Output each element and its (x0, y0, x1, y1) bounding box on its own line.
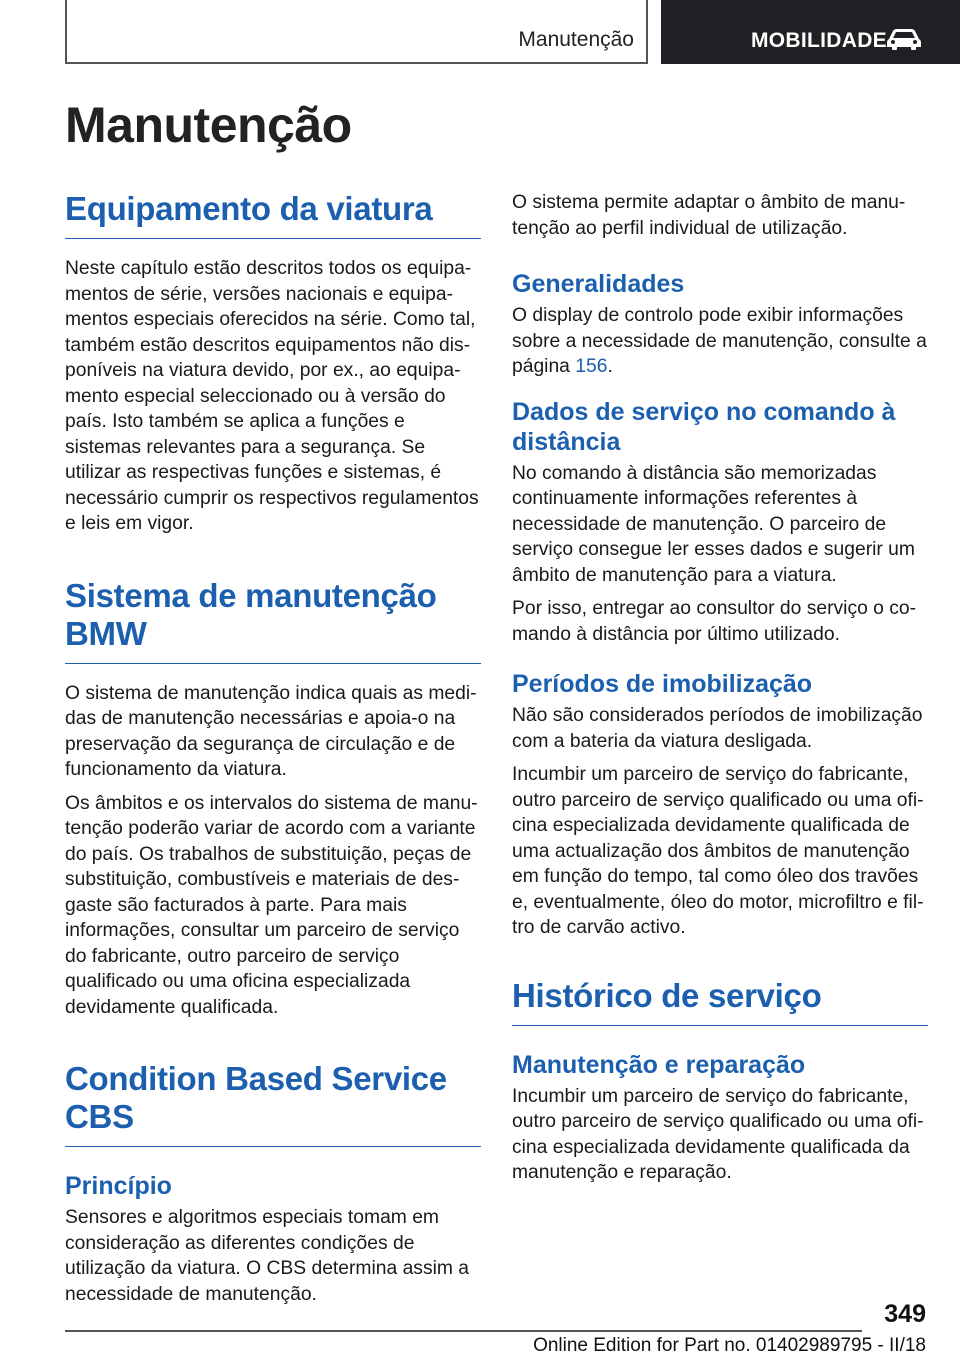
paragraph-remote-1: No comando à distância são memorizadas continuamente informações referentes à necessidade de manutenção. O parceiro de serviço consegue ler esses dados e sugerir um âmbito de manutenção para a viatura. (512, 462, 915, 586)
paragraph-idle-2: Incumbir um parceiro de serviço do fabricante, outro parceiro de serviço qualificado ou uma oficina especializada devidamente qualificada de uma actualização dos âmbitos de manutenção em função do tempo, tal como óleo dos travões e, eventualmente, óleo do motor, microfiltro e filtro de carvão activo. (512, 764, 924, 938)
paragraph-general-text: O display de controlo pode exibir informações sobre a necessidade de manutenção, consulte a página (512, 305, 927, 377)
subheading-idle-periods: Períodos de imobilização (512, 670, 813, 698)
subheading-principle: Princípio (65, 1172, 172, 1200)
page-number: 349 (884, 1300, 926, 1328)
subheading-maintenance-repair: Manutenção e reparação (512, 1050, 806, 1079)
paragraph-maintenance-2: Os âmbitos e os intervalos do sistema de manutenção poderão variar de acordo com a variante do país. Os trabalhos de substituição, peças de substituição, combustíveis e materiais de desgaste são facturados à parte. Para mais informações, consultar um parceiro de serviço do fabricante, outro parceiro de serviço qualificado ou uma oficina especializada devidamente qualificada. (65, 792, 478, 1018)
section-heading-equipment: Equipamento da viatura (65, 190, 481, 239)
paragraph-repair: Incumbir um parceiro de serviço do fabricante, outro parceiro de serviço qualificado ou uma oficina especializada devidamente qualificada da manutenção e reparação. (512, 1085, 924, 1183)
subheading-remote-data: Dados de serviço no comando à distância (512, 397, 896, 456)
footer-edition: Online Edition for Part no. 01402989795 - II/18 (533, 1335, 926, 1356)
paragraph-idle-1: Não são considerados períodos de imobilização com a bateria da viatura desligada. (512, 705, 923, 752)
subheading-general: Generalidades (512, 270, 685, 298)
paragraph-maintenance-1: O sistema de manutenção indica quais as medidas de manutenção necessárias e apoia-o na preservação da segurança de circulação e de funcionamento da viatura. (65, 682, 477, 780)
header-section-title: Manutenção (518, 28, 634, 51)
paragraph-general (512, 303, 928, 380)
paragraph-principle: Sensores e algoritmos especiais tomam em consideração as diferentes condições de utilização da viatura. O CBS determina assim a necessidade de manutenção. (65, 1207, 470, 1305)
header-section-box (65, 0, 648, 64)
left-column (65, 190, 481, 1307)
section-heading-bmw-maintenance: Sistema de manutenção BMW (65, 577, 481, 664)
page-reference-link[interactable]: 156 (575, 356, 608, 377)
right-column (512, 190, 928, 1186)
header-category-tab[interactable] (661, 0, 960, 64)
page-title: Manutenção (65, 97, 352, 153)
paragraph-equipment: Neste capítulo estão descritos todos os equipamentos de série, versões nacionais e equipamentos especiais oferecidos na série. Como tal, também estão descritos equipamentos não disponíveis na viatura devido, por ex., ao equipamento especial seleccionado ou à versão do país. Isto também se aplica a funções e sistemas relevantes para a segurança. Se utilizar as respectivas funções e sistemas, é necessário cumprir os respectivos regulamentos e leis em vigor. (65, 258, 479, 534)
car-icon (885, 26, 923, 52)
section-heading-service-history: Histórico de serviço (512, 977, 928, 1026)
paragraph-intro: O sistema permite adaptar o âmbito de manutenção ao perfil individual de utilização. (512, 192, 906, 239)
paragraph-general-end: . (607, 356, 613, 377)
footer-divider (65, 1330, 862, 1332)
section-heading-cbs: Condition Based Service CBS (65, 1060, 481, 1147)
header-category-label: MOBILIDADE (751, 29, 887, 52)
paragraph-remote-2: Por isso, entregar ao consultor do serviço o comando à distância por último utilizado. (512, 598, 917, 645)
